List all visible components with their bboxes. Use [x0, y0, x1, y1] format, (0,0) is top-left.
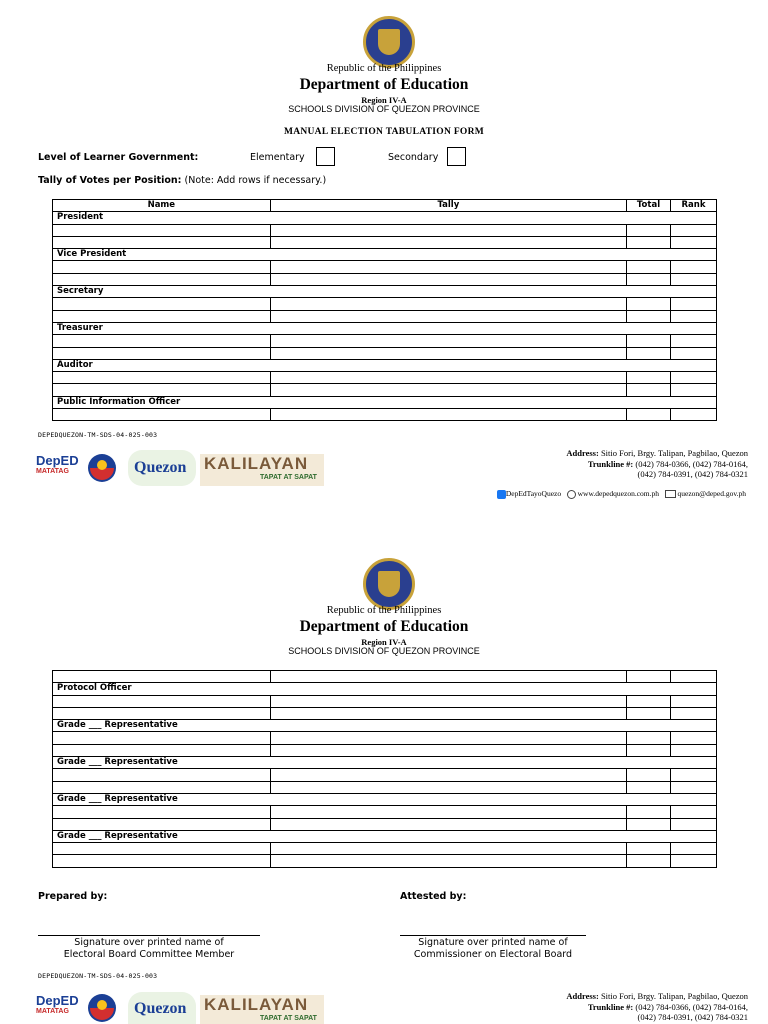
- table-row[interactable]: [53, 347, 717, 359]
- attested-by-label: Attested by:: [400, 891, 467, 902]
- social-links: [497, 489, 746, 499]
- position-pio: Public Information Officer: [53, 396, 717, 408]
- col-rank: Rank: [671, 200, 717, 212]
- tapat-logo-text: TAPAT AT SAPAT: [260, 1015, 317, 1022]
- quezon-logo-text: Quezon: [134, 459, 187, 476]
- trunkline-text: (042) 784-0366, (042) 784-0164,: [635, 1001, 748, 1012]
- tapat-logo-text: TAPAT AT SAPAT: [260, 474, 317, 481]
- table-row[interactable]: [53, 671, 717, 683]
- table-row[interactable]: [53, 384, 717, 396]
- table-row[interactable]: [53, 335, 717, 347]
- table-row[interactable]: [53, 236, 717, 248]
- address-text: Sitio Fori, Brgy. Talipan, Pagbilao, Quezon: [600, 448, 748, 458]
- position-grade-rep-2: Grade ___ Representative: [53, 757, 717, 769]
- table-row[interactable]: [53, 310, 717, 322]
- trunkline-text-2: (042) 784-0391, (042) 784-0321: [637, 1012, 748, 1022]
- kalilayan-logo-text: KALILAYAN: [204, 995, 309, 1014]
- table-header-row: [53, 200, 717, 212]
- division-text: SCHOOLS DIVISION OF QUEZON PROVINCE: [288, 104, 480, 114]
- deped-logo-text: DepED: [36, 453, 79, 468]
- document-code: DEPEDQUEZON-TM-SDS-04-025-003: [38, 972, 158, 980]
- position-grade-rep-3: Grade ___ Representative: [53, 793, 717, 805]
- tally-table-page2: [52, 670, 717, 868]
- mail-icon: [665, 490, 676, 498]
- prepared-caption-line2: Electoral Board Committee Member: [63, 949, 235, 960]
- deped-matatag-logo: [36, 453, 82, 489]
- contact-block: [566, 991, 748, 1023]
- table-row[interactable]: [53, 806, 717, 818]
- division-text: SCHOOLS DIVISION OF QUEZON PROVINCE: [288, 646, 480, 656]
- republic-text: Republic of the Philippines: [326, 605, 442, 616]
- position-grade-rep-1: Grade ___ Representative: [53, 720, 717, 732]
- bagong-pilipinas-logo-icon: [86, 992, 118, 1024]
- deped-matatag-logo: [36, 993, 82, 1024]
- deped-quezon-logo: [128, 450, 196, 486]
- form-title: MANUAL ELECTION TABULATION FORM: [283, 127, 485, 137]
- table-row[interactable]: [53, 843, 717, 855]
- table-row[interactable]: [53, 224, 717, 236]
- table-row[interactable]: [53, 781, 717, 793]
- bagong-pilipinas-logo-icon: [86, 452, 118, 484]
- attested-signature-line[interactable]: [400, 935, 586, 936]
- department-title: Department of Education: [299, 76, 469, 93]
- kalilayan-logo: [200, 995, 324, 1024]
- trunkline-label: Trunkline #:: [587, 458, 634, 469]
- position-president: President: [53, 212, 717, 224]
- col-total: Total: [627, 200, 671, 212]
- deped-seal-icon: [363, 558, 415, 610]
- elementary-checkbox[interactable]: [316, 147, 335, 166]
- table-row[interactable]: [53, 409, 717, 421]
- table-row[interactable]: [53, 744, 717, 756]
- table-row[interactable]: [53, 769, 717, 781]
- position-protocol-officer: Protocol Officer: [53, 683, 717, 695]
- region-text: Region IV-A: [361, 637, 407, 647]
- trunkline-text: (042) 784-0366, (042) 784-0164,: [635, 458, 748, 469]
- table-row[interactable]: [53, 695, 717, 707]
- kalilayan-logo: [200, 454, 324, 486]
- globe-icon: [567, 490, 576, 499]
- table-row[interactable]: [53, 273, 717, 285]
- attested-caption-line2: Commissioner on Electoral Board: [413, 949, 573, 960]
- prepared-signature-line[interactable]: [38, 935, 260, 936]
- trunkline-text-2: (042) 784-0391, (042) 784-0321: [637, 469, 748, 479]
- table-row[interactable]: [53, 818, 717, 830]
- attested-caption-line1: Signature over printed name of: [418, 937, 568, 948]
- position-vice-president: Vice President: [53, 249, 717, 261]
- attested-signature-caption: [400, 937, 586, 961]
- table-row[interactable]: [53, 732, 717, 744]
- matatag-logo-text: MATATAG: [36, 468, 69, 475]
- col-tally: Tally: [270, 200, 626, 212]
- table-row[interactable]: [53, 298, 717, 310]
- deped-quezon-logo: [128, 992, 196, 1024]
- address-text: Sitio Fori, Brgy. Talipan, Pagbilao, Quezon: [600, 991, 748, 1001]
- col-name: Name: [53, 200, 271, 212]
- trunkline-label: Trunkline #:: [587, 1001, 634, 1012]
- table-row[interactable]: [53, 372, 717, 384]
- position-auditor: Auditor: [53, 359, 717, 371]
- elementary-label: Elementary: [250, 152, 305, 163]
- prepared-signature-caption: [38, 937, 260, 961]
- level-label: Level of Learner Government:: [38, 152, 199, 163]
- address-label: Address:: [566, 448, 599, 458]
- facebook-link[interactable]: DepEdTayoQuezo: [505, 489, 562, 498]
- kalilayan-logo-text: KALILAYAN: [204, 454, 309, 473]
- region-text: Region IV-A: [361, 95, 407, 105]
- secondary-checkbox[interactable]: [447, 147, 466, 166]
- matatag-logo-text: MATATAG: [36, 1008, 69, 1015]
- republic-text: Republic of the Philippines: [326, 63, 442, 74]
- table-row[interactable]: [53, 261, 717, 273]
- tally-table-page1: [52, 199, 717, 421]
- contact-block: [566, 448, 748, 480]
- table-row[interactable]: [53, 707, 717, 719]
- prepared-caption-line1: Signature over printed name of: [74, 937, 224, 948]
- prepared-by-label: Prepared by:: [38, 891, 108, 902]
- deped-logo-text: DepED: [36, 993, 79, 1008]
- table-row[interactable]: [53, 855, 717, 867]
- quezon-logo-text: Quezon: [134, 1000, 187, 1017]
- tally-label: Tally of Votes per Position:: [38, 175, 182, 186]
- department-title: Department of Education: [299, 618, 469, 635]
- secondary-label: Secondary: [388, 152, 439, 163]
- deped-seal-icon: [363, 16, 415, 68]
- website-link[interactable]: www.depedquezon.com.ph: [577, 489, 659, 498]
- document-code: DEPEDQUEZON-TM-SDS-04-025-003: [38, 431, 158, 439]
- position-secretary: Secretary: [53, 286, 717, 298]
- position-grade-rep-4: Grade ___ Representative: [53, 830, 717, 842]
- email-link[interactable]: quezon@deped.gov.ph: [677, 489, 746, 498]
- position-treasurer: Treasurer: [53, 322, 717, 334]
- facebook-icon: [497, 490, 506, 499]
- address-label: Address:: [566, 991, 599, 1001]
- tally-note: (Note: Add rows if necessary.): [184, 175, 327, 186]
- tally-instruction: [38, 175, 326, 186]
